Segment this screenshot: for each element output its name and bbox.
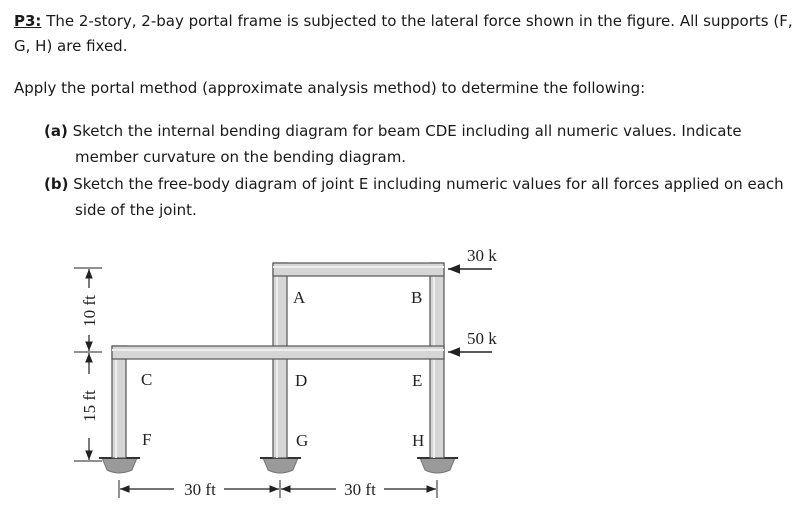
part-b-label: (b) <box>44 175 69 193</box>
joint-label-b: B <box>411 288 423 307</box>
joint-label-d: D <box>295 371 308 390</box>
load-30k <box>448 246 497 269</box>
joint-label-g: G <box>296 431 309 450</box>
dim-right-bay: 30 ft <box>344 480 376 499</box>
part-b-line-1: Sketch the free-body diagram of joint E including numeric values for all forces applied on each <box>73 175 784 193</box>
fixed-support-f <box>99 458 140 473</box>
statement-line-1: The 2-story, 2-bay portal frame is subjected to the lateral force shown in the figure. All supports (F, <box>41 12 793 30</box>
instruction: Apply the portal method (approximate analysis method) to determine the following: <box>14 79 646 97</box>
fixed-support-g <box>260 458 301 473</box>
problem-id: P3: <box>14 12 42 30</box>
vertical-dimension <box>74 268 102 461</box>
horizontal-dimension <box>119 480 437 499</box>
dim-upper-story: 10 ft <box>80 295 99 327</box>
part-a-label: (a) <box>44 122 68 140</box>
dim-lower-story: 15 ft <box>80 390 99 422</box>
column-beh <box>430 263 444 458</box>
joint-label-h: H <box>412 431 425 450</box>
statement-line-2: G, H) are fixed. <box>14 37 128 55</box>
dim-left-bay: 30 ft <box>184 480 216 499</box>
load-30k-label: 30 k <box>467 246 497 265</box>
joint-label-c: C <box>141 370 153 389</box>
beam-ab <box>273 263 444 276</box>
load-50k-label: 50 k <box>467 329 497 348</box>
load-50k <box>448 329 497 352</box>
column-adg <box>273 263 287 458</box>
fixed-support-h <box>417 458 458 473</box>
part-a-line-1: Sketch the internal bending diagram for beam CDE including all numeric values. Indicate <box>72 122 742 140</box>
joint-label-f: F <box>142 430 152 449</box>
joint-label-e: E <box>412 371 423 390</box>
part-b-line-2: side of the joint. <box>75 201 197 219</box>
joint-label-a: A <box>293 288 306 307</box>
beam-cde <box>112 346 444 359</box>
column-cf <box>112 346 126 458</box>
part-a-line-2: member curvature on the bending diagram. <box>75 148 407 166</box>
